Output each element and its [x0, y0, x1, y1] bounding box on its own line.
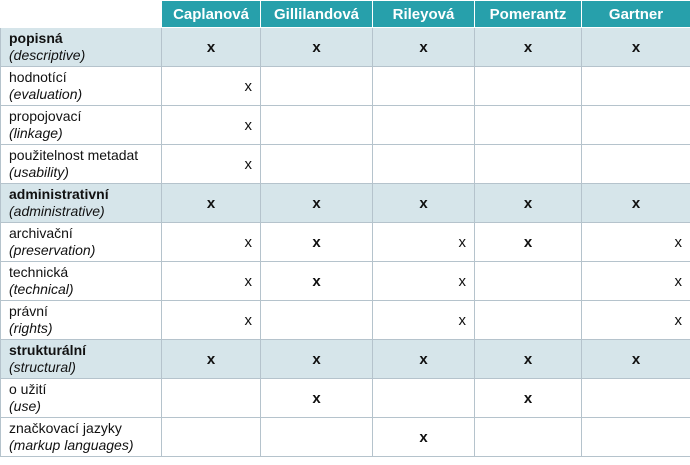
column-header: Rileyová [373, 1, 475, 28]
mark-cell [261, 67, 373, 106]
mark-cell [373, 145, 475, 184]
row-label-cell [1, 379, 162, 418]
header-corner-cell [1, 1, 162, 28]
table-row [1, 379, 690, 418]
row-label-cell [1, 301, 162, 340]
column-header: Pomerantz [475, 1, 582, 28]
mark-cell: x [373, 262, 475, 301]
mark-cell: x [475, 28, 582, 67]
mark-cell: x [373, 340, 475, 379]
mark-cell: x [261, 28, 373, 67]
row-label-cell [1, 262, 162, 301]
mark-cell [373, 67, 475, 106]
row-label-english: (use) [9, 398, 41, 414]
row-label-english: (evaluation) [9, 86, 83, 102]
mark-cell [582, 106, 690, 145]
row-label-czech: archivační [9, 225, 73, 241]
mark-cell [261, 145, 373, 184]
mark-cell: x [582, 340, 690, 379]
mark-cell: x [162, 184, 261, 223]
mark-cell [475, 67, 582, 106]
row-label-czech: popisná [9, 30, 63, 46]
mark-cell: x [162, 145, 261, 184]
row-label-czech: použitelnost metadat [9, 147, 139, 163]
mark-cell [162, 379, 261, 418]
mark-cell [261, 301, 373, 340]
row-label-czech: o užití [9, 381, 47, 397]
mark-cell: x [582, 262, 690, 301]
row-label-english: (administrative) [9, 203, 105, 219]
row-label-cell [1, 28, 162, 67]
mark-cell: x [162, 223, 261, 262]
row-label-cell [1, 106, 162, 145]
row-label-czech: hodnotící [9, 69, 67, 85]
mark-cell: x [582, 28, 690, 67]
mark-cell [582, 145, 690, 184]
category-row [1, 184, 690, 223]
row-label-czech: propojovací [9, 108, 82, 124]
row-label-english: (technical) [9, 281, 74, 297]
mark-cell: x [373, 28, 475, 67]
row-label-czech: technická [9, 264, 69, 280]
row-label-english: (descriptive) [9, 47, 86, 63]
row-label-english: (usability) [9, 164, 69, 180]
column-header: Gartner [582, 1, 690, 28]
mark-cell: x [475, 379, 582, 418]
mark-cell: x [261, 184, 373, 223]
mark-cell [582, 379, 690, 418]
category-row [1, 28, 690, 67]
table-row [1, 106, 690, 145]
mark-cell: x [373, 223, 475, 262]
mark-cell [261, 106, 373, 145]
mark-cell: x [582, 301, 690, 340]
table-row [1, 145, 690, 184]
mark-cell [261, 418, 373, 457]
table-body [1, 28, 690, 457]
row-label-czech: právní [9, 303, 48, 319]
table-row [1, 262, 690, 301]
mark-cell [475, 418, 582, 457]
mark-cell: x [261, 379, 373, 418]
column-header: Caplanová [162, 1, 261, 28]
mark-cell: x [475, 184, 582, 223]
mark-cell [582, 418, 690, 457]
mark-cell: x [162, 301, 261, 340]
table-row [1, 418, 690, 457]
row-label-cell [1, 418, 162, 457]
mark-cell: x [162, 340, 261, 379]
mark-cell: x [475, 340, 582, 379]
row-label-cell [1, 184, 162, 223]
mark-cell [475, 145, 582, 184]
header-row [1, 1, 690, 28]
mark-cell: x [162, 106, 261, 145]
mark-cell [373, 106, 475, 145]
row-label-english: (markup languages) [9, 437, 134, 453]
mark-cell [582, 67, 690, 106]
mark-cell: x [261, 223, 373, 262]
mark-cell [162, 418, 261, 457]
mark-cell: x [162, 67, 261, 106]
table-header [1, 1, 690, 28]
mark-cell: x [475, 223, 582, 262]
category-row [1, 340, 690, 379]
row-label-cell [1, 67, 162, 106]
row-label-english: (linkage) [9, 125, 63, 141]
mark-cell [475, 106, 582, 145]
row-label-cell [1, 223, 162, 262]
row-label-english: (rights) [9, 320, 53, 336]
mark-cell: x [261, 262, 373, 301]
row-label-czech: administrativní [9, 186, 109, 202]
row-label-english: (structural) [9, 359, 76, 375]
mark-cell: x [582, 223, 690, 262]
table-row [1, 223, 690, 262]
mark-cell: x [162, 262, 261, 301]
row-label-cell [1, 145, 162, 184]
mark-cell [373, 379, 475, 418]
mark-cell: x [261, 340, 373, 379]
row-label-czech: strukturální [9, 342, 87, 358]
mark-cell: x [373, 418, 475, 457]
mark-cell: x [373, 184, 475, 223]
mark-cell [475, 262, 582, 301]
mark-cell: x [582, 184, 690, 223]
mark-cell: x [162, 28, 261, 67]
row-label-czech: značkovací jazyky [9, 420, 122, 436]
mark-cell [475, 301, 582, 340]
table-row [1, 67, 690, 106]
row-label-cell [1, 340, 162, 379]
row-label-english: (preservation) [9, 242, 96, 258]
column-header: Gillilandová [261, 1, 373, 28]
mark-cell: x [373, 301, 475, 340]
table-row [1, 301, 690, 340]
